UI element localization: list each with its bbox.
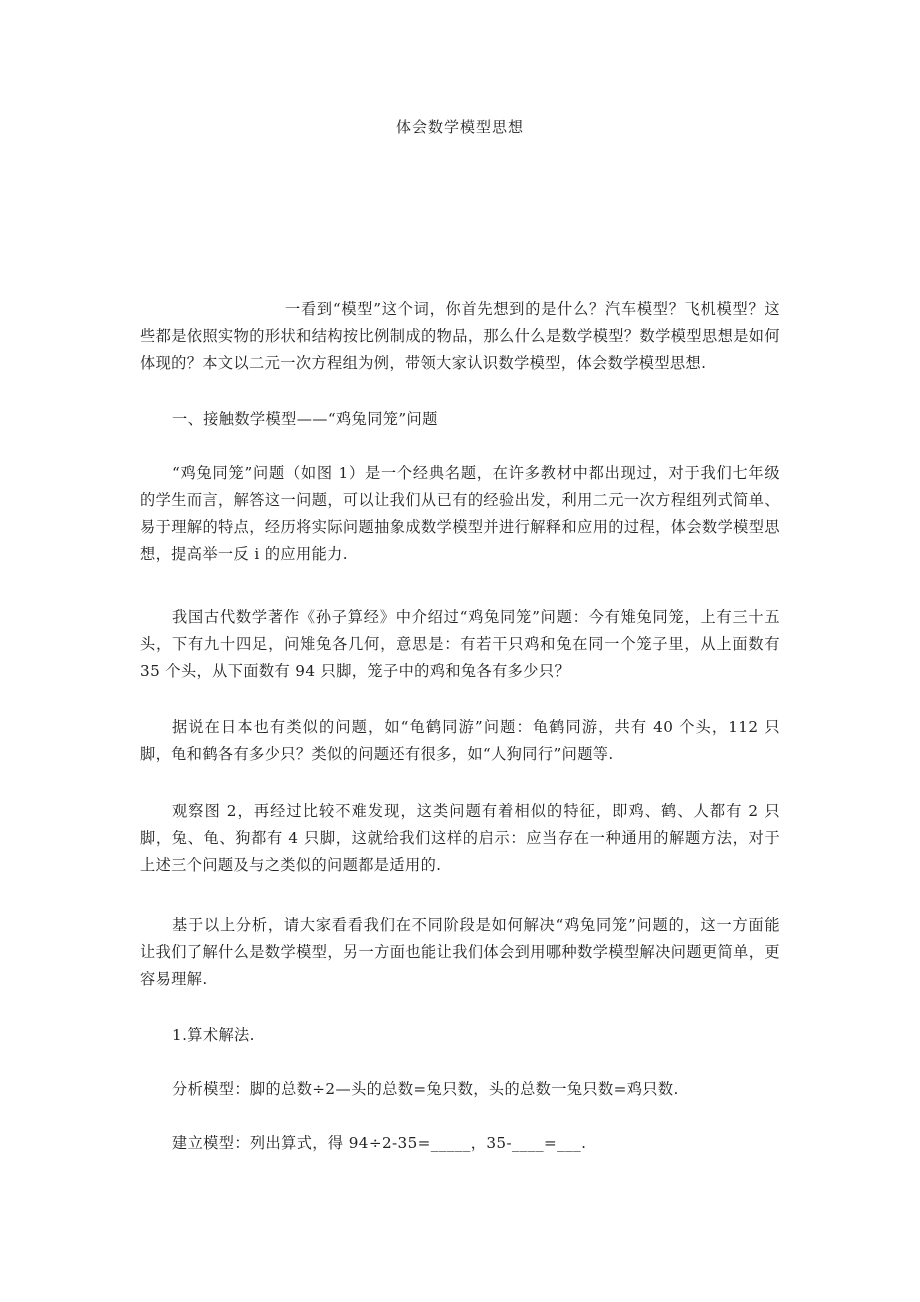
analysis-model-line: 分析模型：脚的总数÷2—头的总数=兔只数，头的总数一兔只数=鸡只数. [172,1080,679,1098]
subsection-arithmetic-method: 1.算术解法. [172,1026,255,1044]
paragraph-sunzi-suanjing: 我国古代数学著作《孙子算经》中介绍过“鸡兔同笼”问题：今有雉兔同笼，上有三十五头，下有九十四足，问雉兔各几何，意思是：有若干只鸡和兔在同一个笼子里，从上面数有 35 个头，从下面数有 94 只脚，笼子中的鸡和兔各有多少只？ [140,608,780,680]
build-model-line: 建立模型：列出算式，得 94÷2-35=_____，35-____=___. [172,1134,587,1152]
intro-paragraph: 一看到“模型”这个词，你首先想到的是什么？汽车模型？飞机模型？这些都是依照实物的形状和结构按比例制成的物品，那么什么是数学模型？数学模型思想是如何体现的？本文以二元一次方程组为例，带领大家认识数学模型，体会数学模型思想. [140,300,780,372]
section-heading: 一、接触数学模型——“鸡兔同笼”问题 [172,410,438,428]
paragraph-chicken-rabbit-intro: “鸡兔同笼”问题（如图 1）是一个经典名题，在许多教材中都出现过，对于我们七年级的学生而言，解答这一问题，可以让我们从已有的经验出发，利用二元一次方程组列式简单、易于理解的特点，经历将实际问题抽象成数学模型并进行解释和应用的过程，体会数学模型思想，提高举一反 i 的应用能力. [140,464,780,563]
paragraph-japan-crane-turtle: 据说在日本也有类似的问题，如“龟鹤同游”问题：龟鹤同游，共有 40 个头，112 只脚，龟和鹤各有多少只？类似的问题还有很多，如“人狗同行”问题等. [140,718,780,763]
paragraph-observe-figure2: 观察图 2，再经过比较不难发现，这类问题有着相似的特征，即鸡、鹤、人都有 2 只脚，兔、龟、狗都有 4 只脚，这就给我们这样的启示：应当存在一种通用的解题方法，对于上述三个问题及与之类似的问题都是适用的. [140,802,780,874]
document-title: 体会数学模型思想 [395,118,524,136]
paragraph-analysis: 基于以上分析，请大家看看我们在不同阶段是如何解决“鸡兔同笼”问题的，这一方面能让我们了解什么是数学模型，另一方面也能让我们体会到用哪种数学模型解决问题更简单，更容易理解. [140,916,780,988]
